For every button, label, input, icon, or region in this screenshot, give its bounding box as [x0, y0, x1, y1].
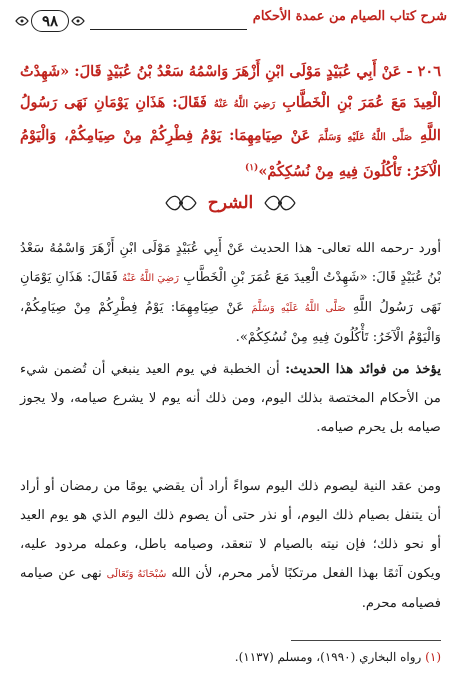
footnote-divider — [291, 640, 441, 641]
ruling-text-part2: نهى عن صيامه فصيامه محرم. — [20, 566, 441, 611]
explanation-text-part1: أورد -رحمه الله تعالى- هذا الحديث عَنْ أَبِي عُبَيْدٍ مَوْلَى ابْنِ أَزْهَرَ وَاسْمُهُ سَعْدُ بْنُ عُبَيْدٍ قَالَ: «شَهِدْتُ الْعِيدَ مَعَ عُمَرَ بْنِ الْخَطَّابِ — [20, 241, 441, 285]
benefits-lead: يؤخذ من فوائد هذا الحديث: — [285, 362, 441, 377]
honorific-radiya: رَضِيَ اللَّهُ عَنْهُ — [122, 273, 179, 284]
explanation-paragraph-1 — [20, 234, 441, 352]
hadith-text-part3: عَنْ صِيَامِهِمَا: يَوْمُ فِطْرِكُمْ مِنْ صِيَامِكُمْ، وَالْيَوْمُ الْآخَرُ: تَأْكُلُونَ فِيهِ مِنْ نُسُكِكُمْ» — [20, 127, 441, 180]
sharh-heading — [0, 192, 461, 214]
footnote — [20, 648, 441, 666]
page-header — [14, 6, 447, 36]
running-title: شرح كتاب الصيام من عمدة الأحكام — [252, 8, 447, 24]
footnote-ref: (١) — [244, 163, 259, 173]
header-rule — [90, 29, 247, 30]
hadith-text: ٢٠٦ - عَنْ أَبِي عُبَيْدٍ مَوْلَى ابْنِ أَزْهَرَ وَاسْمُهُ سَعْدُ بْنُ عُبَيْدٍ قَالَ: «شَهِدْتُ الْعِيدَ مَعَ عُمَرَ بْنِ الْخَطَّابِ رَضِيَ اللَّهُ عَنْهُ فَقَالَ: هَذَانِ يَوْمَانِ نَهَى رَسُولُ اللَّهِ صَلَّى اللَّهُ عَلَيْهِ وَسَلَّمَ عَنْ صِيَامِهِمَا: يَوْمُ فِطْرِكُمْ مِنْ صِيَامِكُمْ، وَالْيَوْمُ الْآخَرُ: تَأْكُلُونَ فِيهِ مِنْ نُسُكِكُمْ»$^{(١)}$ — [20, 63, 441, 180]
explanation-text-part3: عَنْ صِيَامِهِمَا: يَوْمُ فِطْرِكُمْ مِنْ صِيَامِكُمْ، وَالْيَوْمُ الْآخَرُ: تَأْكُلُونَ فِيهِ مِنْ نُسُكِكُمْ». — [20, 300, 441, 345]
hadith-text-part1: عَنْ أَبِي عُبَيْدٍ مَوْلَى ابْنِ أَزْهَرَ وَاسْمُهُ سَعْدُ بْنُ عُبَيْدٍ قَالَ: «شَهِدْتُ الْعِيدَ مَعَ عُمَرَ بْنِ الْخَطَّابِ — [20, 63, 441, 111]
sharh-title: الشرح — [207, 193, 254, 213]
honorific-salla: صَلَّى اللَّهُ عَلَيْهِ وَسَلَّمَ — [318, 132, 413, 143]
hadith-number: ٢٠٦ — [417, 63, 441, 80]
hadith-text-part2: فَقَالَ: هَذَانِ يَوْمَانِ نَهَى رَسُولُ اللَّهِ — [20, 94, 441, 144]
footnote-number: (١) — [425, 650, 441, 664]
explanation-text-part2: فَقَالَ: هَذَانِ يَوْمَانِ نَهَى رَسُولُ اللَّهِ — [20, 270, 441, 315]
ruling-text-part1: ومن عقد النية ليصوم ذلك اليوم سواءً أراد أن يقضي يومًا من رمضان أو أراد أن يتنفل بصيام ذلك اليوم، أو نذر حتى أن يصوم ذلك اليوم الذي هو يوم العيد أو نحو ذلك؛ فإن نيته بالصيام لا تنعقد، وصيامه باطل، وعمله مردود عليه، ويكون آثمًا بهذا الفعل مرتكبًا لأمر محرم، لأن الله — [20, 479, 441, 581]
left-ornament-icon — [263, 192, 297, 214]
honorific-radiya: رَضِيَ اللَّهُ عَنْهُ — [213, 99, 276, 110]
benefits-text: أن الخطبة في يوم العيد ينبغي أن تُضمن شيء من الأحكام المختصة بذلك اليوم، ومن ذلك أنه يوم لا يشرع صيامه، ولا يجوز صيامه بل يحرم صيامه. — [20, 362, 441, 435]
explanation-paragraph-3 — [20, 472, 441, 618]
right-ornament-icon — [164, 192, 198, 214]
honorific-salla: صَلَّى اللَّهُ عَلَيْهِ وَسَلَّمَ — [251, 303, 346, 314]
footnote-text: رواه البخاري (١٩٩٠)، ومسلم (١١٣٧). — [234, 650, 422, 664]
page-number-badge — [14, 7, 86, 35]
explanation-paragraph-2 — [20, 355, 441, 442]
page-number: ٩٨ — [31, 10, 69, 32]
honorific-subhanahu: سُبْحَانَهُ وَتَعَالَى — [106, 569, 167, 580]
